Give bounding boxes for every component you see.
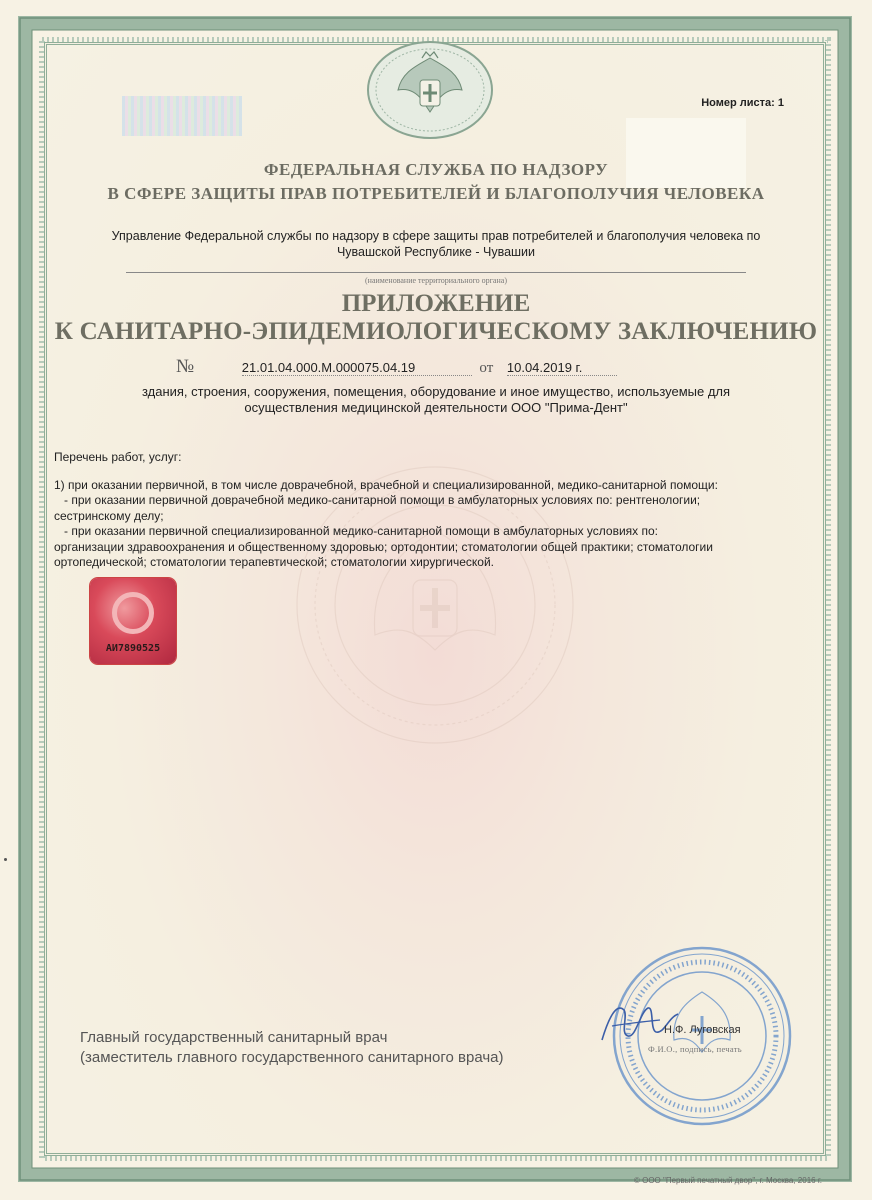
document-title-line2: К САНИТАРНО-ЭПИДЕМИОЛОГИЧЕСКОМУ ЗАКЛЮЧЕНИЮ — [54, 318, 818, 345]
sheet-number: Номер листа: 1 — [701, 97, 784, 109]
department-name — [70, 228, 802, 260]
signatory-title-line2: (заместитель главного государственного санитарного врача) — [80, 1049, 504, 1066]
scan-mark — [4, 858, 7, 861]
handwritten-signature — [594, 990, 684, 1050]
hologram-emblem-icon — [112, 592, 154, 634]
agency-title-line2: В СФЕРЕ ЗАЩИТЫ ПРАВ ПОТРЕБИТЕЛЕЙ И БЛАГОПОЛУЧИЯ ЧЕЛОВЕКА — [107, 184, 765, 203]
agency-title-line1: ФЕДЕРАЛЬНАЯ СЛУЖБА ПО НАДЗОРУ — [263, 160, 609, 179]
services-line: - при оказании первичной доврачебной медико-санитарной помощи в амбулаторных условиях по: рентгенологии; — [54, 493, 701, 507]
services-section — [54, 450, 774, 571]
hologram-strip — [122, 96, 242, 136]
department-name-line1: Управление Федеральной службы по надзору в сфере защиты прав потребителей и благополучия человека по — [111, 229, 761, 243]
signature-caption: Ф.И.О., подпись, печать — [648, 1044, 742, 1054]
reference-number: 21.01.04.000.М.000075.04.19 — [242, 360, 472, 376]
printer-credit: © ООО "Первый печатный двор", г. Москва, 2016 г. — [633, 1176, 822, 1185]
signatory-title-line1: Главный государственный санитарный врач — [80, 1029, 388, 1046]
department-underline — [126, 272, 746, 273]
object-line2: осуществления медицинской деятельности ООО "Прима-Дент" — [244, 400, 628, 415]
signatory-name: Н.Ф. Луговская — [664, 1024, 741, 1036]
services-line: сестринскому делу; — [54, 508, 164, 523]
reference-date: 10.04.2019 г. — [507, 360, 617, 376]
services-line: - при оказании первичной специализированной медико-санитарной помощи в амбулаторных условиях по: — [54, 524, 659, 538]
reference-row — [176, 356, 617, 378]
services-line: ортопедической; стоматологии терапевтической; стоматологии хирургической. — [54, 555, 494, 569]
services-heading: Перечень работ, услуг: — [54, 450, 182, 464]
document-title-line1: ПРИЛОЖЕНИЕ — [341, 290, 531, 317]
object-description — [80, 384, 792, 416]
services-line: 1) при оказании первичной, в том числе доврачебной, врачебной и специализированной, медико-санитарной помощи: — [54, 477, 718, 492]
hologram-serial: АИ7890525 — [105, 643, 161, 654]
department-name-line2: Чувашской Республике - Чувашии — [336, 245, 536, 259]
from-label: от — [479, 360, 494, 376]
object-line1: здания, строения, сооружения, помещения, оборудование и иное имущество, используемые для — [141, 384, 731, 399]
signatory-title — [80, 1028, 504, 1068]
security-hologram — [90, 578, 176, 664]
department-caption: (наименование территориального органа) — [365, 276, 507, 285]
double-headed-eagle-emblem-icon — [364, 40, 496, 140]
services-line: организации здравоохранения и общественному здоровью; ортодонтии; стоматологии общей практики; стоматологии — [54, 539, 713, 554]
number-sign: № — [176, 356, 195, 377]
